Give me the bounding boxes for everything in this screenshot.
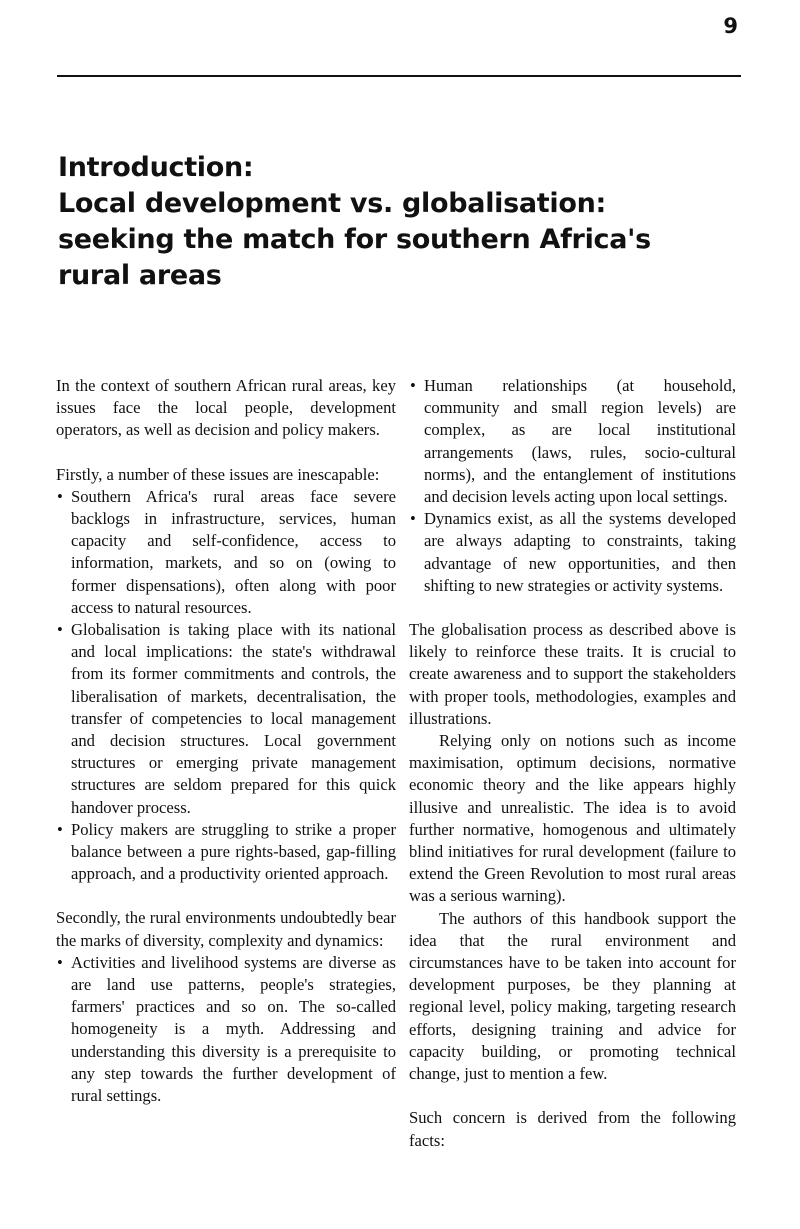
relying-paragraph: Relying only on notions such as income maximisation, optimum decisions, normative economic theory and the like appears highly illusive and unrealistic. The idea is to avoid further normative, homogenous and ultimately blind initiatives for rural development (failure to extend the Green Revolution to most rural areas was a serious warning). <box>409 731 736 906</box>
left-column <box>56 375 396 1107</box>
paragraph-gap <box>56 442 396 464</box>
concern-paragraph: Such concern is derived from the following facts: <box>409 1108 736 1150</box>
bullet-item: • Dynamics exist, as all the systems developed are always adapting to constraints, taking advantage of new opportunities, and then shifting to new strategies or activity systems. <box>409 508 736 597</box>
bullet-item: • Southern Africa's rural areas face severe backlogs in infrastructure, services, human capacity and self-confidence, access to information, markets, and so on (owing to former dispensations), often along with poor access to natural resources. <box>56 486 396 619</box>
authors-paragraph: The authors of this handbook support the idea that the rural environment and circumstances have to be taken into account for development purposes, be they planning at regional level, policy making, targeting research efforts, designing training and advice for capacity building, or promoting technical change, just to mention a few. <box>409 908 736 1084</box>
firstly-bullet-list <box>56 486 396 886</box>
right-column <box>409 375 736 1152</box>
title-line: rural areas <box>58 260 222 291</box>
page-number: 9 <box>723 14 738 38</box>
paragraph-gap <box>409 1085 736 1107</box>
bullet-item: • Policy makers are struggling to strike a proper balance between a pure rights-based, gap-filling approach, and a productivity oriented approach. <box>56 819 396 886</box>
header-rule <box>57 75 741 77</box>
globalisation-paragraph: The globalisation process as described above is likely to reinforce these traits. It is crucial to create awareness and to support the stakeholders with proper tools, methodologies, examples and illustrations. <box>409 620 736 728</box>
chapter-title <box>58 150 758 294</box>
bullet-item: • Activities and livelihood systems are diverse as are land use patterns, people's strategies, farmers' practices and so on. The so-called homogeneity is a myth. Addressing and understanding this diversity is a prerequisite to any step towards the further development of rural settings. <box>56 952 396 1107</box>
right-bullet-list <box>409 375 736 597</box>
title-line: Local development vs. globalisation: <box>58 188 607 219</box>
title-line: seeking the match for southern Africa's <box>58 224 651 255</box>
firstly-lead: Firstly, a number of these issues are inescapable: <box>56 464 380 484</box>
intro-paragraph: In the context of southern African rural areas, key issues face the local people, development operators, as well as decision and policy makers. <box>56 376 396 440</box>
paragraph-gap <box>56 885 396 907</box>
secondly-lead: Secondly, the rural environments undoubtedly bear the marks of diversity, complexity and dynamics: <box>56 908 396 950</box>
secondly-bullet-list <box>56 952 396 1107</box>
bullet-item: • Human relationships (at household, community and small region levels) are complex, as are local institutional arrangements (laws, rules, socio-cultural norms), and the entanglement of institutions and decision levels acting upon local settings. <box>409 375 736 508</box>
bullet-item: • Globalisation is taking place with its national and local implications: the state's withdrawal from its former commitments and controls, the liberalisation of markets, decentralisation, the transfer of competencies to local management and decision structures. Local government structures or emerging private management structures are seldom prepared for this quick handover process. <box>56 619 396 819</box>
paragraph-gap <box>409 597 736 619</box>
title-line: Introduction: <box>58 152 254 183</box>
